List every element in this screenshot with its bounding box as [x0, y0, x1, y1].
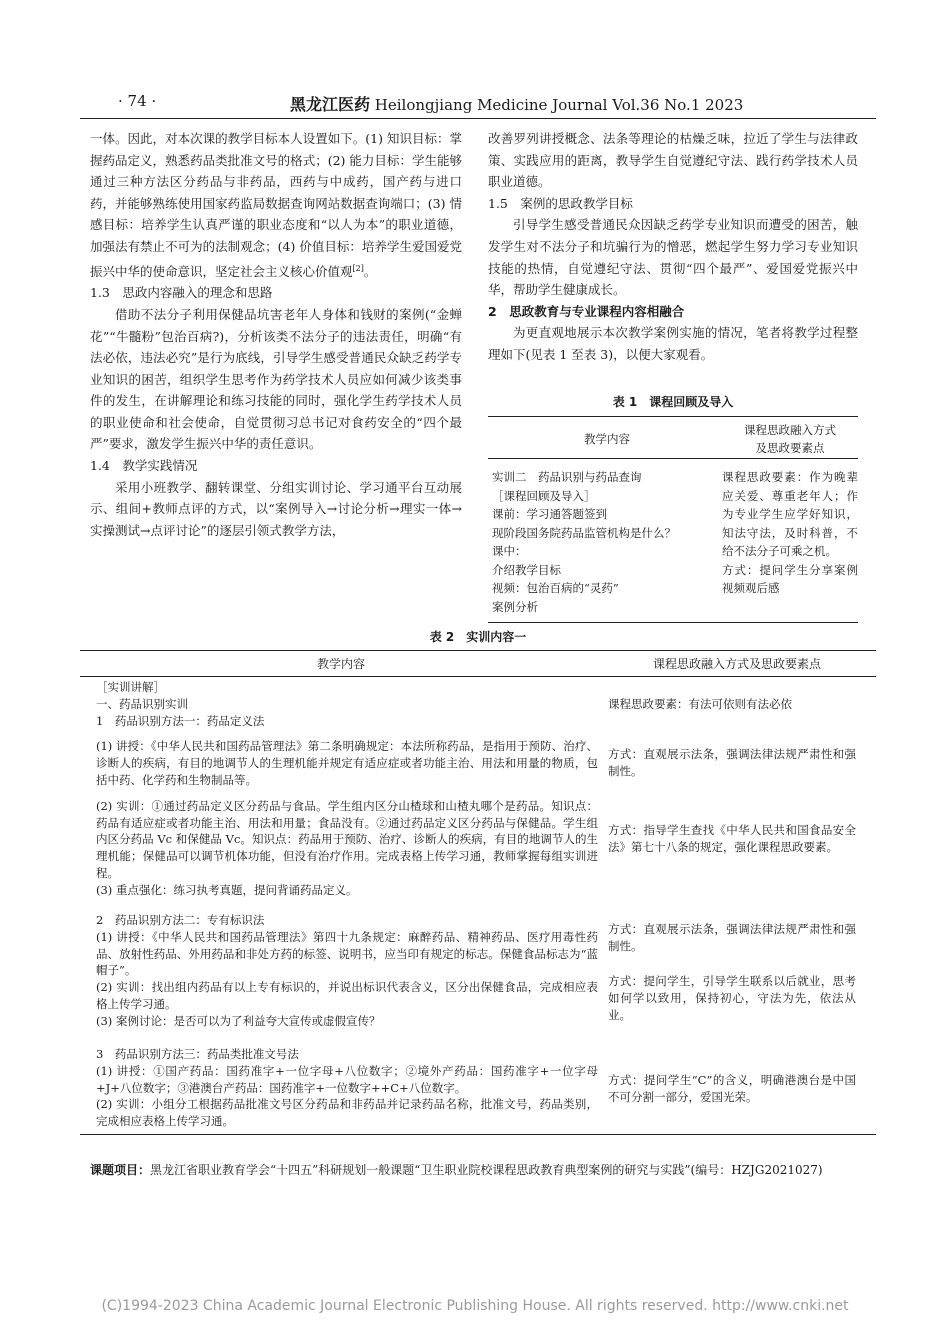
table2-s2-discussion: (3) 案例讨论：是否可以为了利益夸大宣传或虚假宣传？: [96, 1013, 381, 1028]
table2-method-heading: 3 药品识别方法三：药品类批准文号法: [96, 1047, 299, 1061]
table2-method-heading: 2 药品识别方法二：专有标识法: [96, 913, 265, 927]
table1-top-rule: [488, 416, 858, 417]
left-paragraph-3: 采用小班教学、翻转课堂、分组实训讨论、学习通平台互动展示、组间+教师点评的方式，以“案例导入→讨论分析→理实一体→实操测试→点评讨论”的逐层引领式教学方法，: [90, 479, 462, 538]
table2-caption: 表 2 实训内容一: [429, 630, 527, 644]
journal-header: [290, 92, 743, 115]
citation-ref[interactable]: [2]: [352, 263, 364, 273]
table1-line: 视频：包治百病的“灵药”: [492, 581, 619, 595]
left-column: [90, 128, 462, 541]
table2-section-3: [96, 1046, 598, 1130]
table2-s1-emphasis: (3) 重点强化：练习执考真题，提问背诵药品定义。: [96, 882, 358, 897]
right-paragraph-1: 改善罗列讲授概念、法条等理论的枯燥乏味，拉近了学生与法律政策、实践应用的距离，教导学生自觉遵纪守法、践行药学技术人员职业道德。: [488, 131, 858, 190]
journal-title-en: Heilongjiang Medicine Journal Vol.36 No.1 2023: [374, 96, 744, 114]
table1-line: 实训二 药品识别与药品查询: [492, 470, 642, 484]
table2-s1-practice: (2) 实训：①通过药品定义区分药品与食品。学生组内区分山楂球和山楂丸哪个是药品。知识点：药品有适应症或者功能主治、用法和用量；食品没有。②通过药品定义区分药品与保健品。学生组内区分药品 Vc 和保健品 Vc。知识点：药品用于预防、治疗、诊断人的疾病，有目的地调节人的生理机能；保健品可以调节机体功能，但没有治疗作用。完成表格上传学习通，教师掌握每组实训进程。: [96, 798, 598, 880]
table1-line: ［课程回顾及导入］: [492, 488, 596, 503]
table1-content-cell: [492, 460, 722, 616]
left-paragraph-2: 借助不法分子利用保健品坑害老年人身体和钱财的案例(“金蝉花”“牛髓粉”包治百病?)，分析该类不法分子的违法责任，明确“有法必依，违法必究”是行为底线，引导学生感受普通民众缺乏药学专业知识的困苦，组织学生思考作为药学技术人员应如何减少该类事件的发生，在讲解理论和练习技能的同时，强化学生药学技术人员的职业使命和社会使命，自觉贯彻习总书记对食药安全的“四个最严”要求，激发学生振兴中华的责任意识。: [90, 306, 462, 452]
table2-s1-right-1: 课程思政要素：有法可依则有法必依: [608, 697, 792, 711]
table2-bottom-rule: [80, 1134, 876, 1135]
table2-method-heading: 1 药品识别方法一：药品定义法: [96, 713, 265, 728]
table1-line: 现阶段国务院药品监管机构是什么？: [492, 525, 676, 540]
header-rule: [80, 118, 876, 119]
table2-subheading: 一、药品识别实训: [96, 696, 188, 711]
table2-s3-right-1: 方式：提问学生“C”的含义，明确港澳台是中国不可分割一部分，爱国光荣。: [608, 1073, 856, 1104]
table1-body-row: [492, 460, 858, 616]
table1-bottom-rule: [488, 622, 858, 623]
table2-section-1: [96, 679, 598, 899]
table2-top-rule: [80, 650, 876, 651]
table1-line: 课前：学习通答题签到: [492, 507, 607, 521]
table1-ideology-elements: 课程思政要素：作为晚辈应关爱、尊重老年人；作为专业学生应学好知识，知法守法，及时科普，不给不法分子可乘之机。: [722, 470, 858, 558]
right-column: [488, 128, 858, 366]
right-paragraph-2: 引导学生感受普通民众因缺乏药学专业知识而遭受的困苦，触发学生对不法分子和坑骗行为的憎恶，燃起学生努力学习专业知识技能的热情，自觉遵纪守法、贯彻“四个最严”、爱国爱党振兴中华，帮助学生健康成长。: [488, 217, 858, 298]
journal-title-cn: 黑龙江医药: [290, 95, 371, 114]
table1: [492, 418, 858, 616]
table1-col2-header: 课程思政融入方式 及思政要素点: [744, 422, 836, 455]
table1-ideology-method: 方式：提问学生分享案例视频观后感: [722, 562, 858, 595]
section-heading-1-4: 1.4 教学实践情况: [90, 458, 198, 474]
table1-header-row: [492, 418, 858, 460]
table1-line: 案例分析: [492, 599, 538, 614]
table2-s2-right-1: 方式：直观展示法条，强调法律法规严肃性和强制性。: [608, 922, 856, 953]
section-heading-2: 2 思政教育与专业课程内容相融合: [488, 303, 685, 319]
section-heading-1-3: 1.3 思政内容融入的理念和思路: [90, 285, 273, 301]
table1-ideology-cell: [722, 460, 858, 616]
table1-caption: 表 1 课程回顾及导入: [612, 395, 734, 409]
table1-header-rule: [488, 458, 858, 459]
table2-s2-lecture: (1) 讲授：《中华人民共和国药品管理法》第四十九条规定：麻醉药品、精神药品、医疗用毒性药品、放射性药品、外用药品和非处方药的标签、说明书，应当印有规定的标志。保健食品标志为“蓝帽子”。: [96, 929, 598, 978]
table1-col1-header: 教学内容: [584, 431, 630, 446]
footnote-label: 课题项目：: [90, 1163, 151, 1177]
table2-s3-practice: (2) 实训：小组分工根据药品批准文号区分药品和非药品并记录药品名称，批准文号，药品类别，完成相应表格上传学习通。: [96, 1097, 598, 1129]
table2-subheading: ［实训讲解］: [96, 680, 165, 694]
right-paragraph-3: 为更直观地展示本次教学案例实施的情况，笔者将教学过程整理如下(见表 1 至表 3)，以便大家观看。: [488, 325, 858, 362]
table2-s1-right-2: 方式：直观展示法条，强调法律法规严肃性和强制性。: [608, 747, 856, 778]
table2-s2-practice: (2) 实训：找出组内药品有以上专有标识的，并说出标识代表含义，区分出保健食品，完成相应表格上传学习通。: [96, 980, 598, 1011]
section-heading-1-5: 1.5 案例的思政教学目标: [488, 195, 633, 211]
table2-s2-right-2: 方式：提问学生，引导学生联系以后就业，思考如何学以致用，保持初心，守法为先，依法从业。: [608, 974, 856, 1022]
table2-section-2: [96, 912, 598, 1030]
table2-s1-lecture: (1) 讲授：《中华人民共和国药品管理法》第二条明确规定：本法所称药品，是指用于预防、治疗、诊断人的疾病，有目的地调节人的生理机能并规定有适应症或者功能主治、用法和用量的物质，包括中药、化学药和生物制品等。: [96, 739, 598, 787]
table2-col2-header: 课程思政融入方式及思政要素点: [652, 657, 821, 671]
table2-header-rule: [80, 676, 876, 677]
table2-col1-header: 教学内容: [316, 657, 365, 671]
footnote-text: 黑龙江省职业教育学会“十四五”科研规划一般课题“卫生职业院校课程思政教育典型案例的研究与实践”(编号：HZJG2021027): [150, 1163, 823, 1177]
footnote: [90, 1160, 860, 1180]
table2-s1-right-3: 方式：指导学生查找《中华人民共和国食品安全法》第七十八条的规定，强化课程思政要素。: [608, 823, 856, 854]
table2-s3-lecture: (1) 讲授：①国产药品：国药准字+一位字母+八位数字；②境外产药品：国药准字+一位字母+J+八位数字；③港澳台产药品：国药准字+一位数字++C+八位数字。: [96, 1063, 598, 1095]
page-number: · 74 ·: [118, 92, 157, 110]
left-paragraph-1: 一体。因此，对本次课的教学目标本人设置如下。(1) 知识目标：掌握药品定义，熟悉药品类批准文号的格式；(2) 能力目标：学生能够通过三种方法区分药品与非药品，西药与中成药，国产药与进口药，并能够熟练使用国家药监局数据查询网站数据查询端口；(3) 情感目标：培养学生认真严谨的职业态度和“以人为本”的职业道德，加强法有禁止不可为的法制观念；(4) 价值目标：培养学生爱国爱党振兴中华的使命意识，坚定社会主义核心价值观[2]。: [90, 131, 462, 279]
table1-line: 介绍教学目标: [492, 562, 561, 577]
table1-line: 课中：: [492, 544, 527, 558]
copyright-notice: (C)1994-2023 China Academic Journal Electronic Publishing House. All rights reserved. http://www.cnki.net: [101, 1298, 849, 1314]
